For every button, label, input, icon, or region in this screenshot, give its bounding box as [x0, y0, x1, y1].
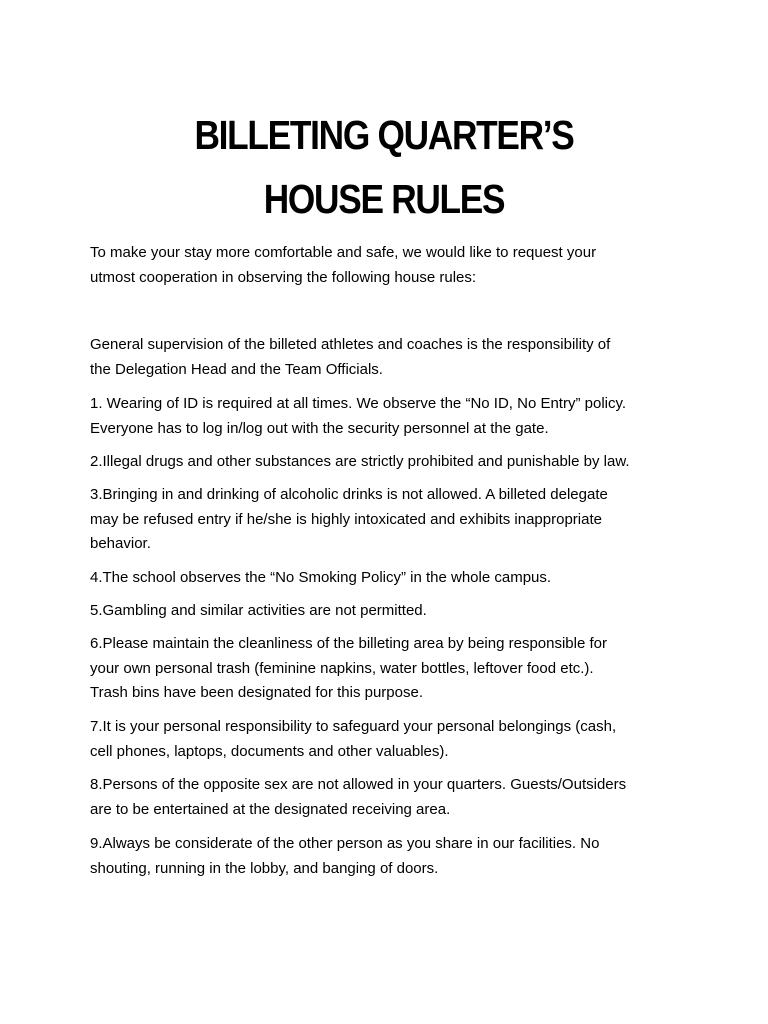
rule-line: are to be entertained at the designated receiving area.: [90, 800, 451, 818]
rule-item-2: [90, 450, 690, 475]
document-title-line-2: HOUSE RULES: [263, 176, 505, 222]
rule-line: 2.Illegal drugs and other substances are strictly prohibited and punishable by law.: [90, 453, 630, 470]
rule-item-6: [90, 632, 690, 706]
rule-item-8: [90, 773, 690, 822]
rule-item-1: [90, 392, 690, 441]
rule-line: 5.Gambling and similar activities are not permitted.: [90, 602, 427, 619]
rule-line: 3.Bringing in and drinking of alcoholic drinks is not allowed. A billeted delegate: [90, 486, 608, 503]
rule-line: 7.It is your personal responsibility to safeguard your personal belongings (cash,: [90, 718, 617, 735]
rule-line: 1. Wearing of ID is required at all times. We observe the “No ID, No Entry” policy.: [90, 395, 627, 412]
rule-line: shouting, running in the lobby, and banging of doors.: [90, 859, 439, 877]
rule-line: your own personal trash (feminine napkins, water bottles, leftover food etc.).: [90, 659, 594, 677]
rule-line: cell phones, laptops, documents and other valuables).: [90, 742, 449, 760]
rule-line: 9.Always be considerate of the other person as you share in our facilities. No: [90, 835, 600, 852]
intro-line: utmost cooperation in observing the following house rules:: [90, 268, 477, 286]
rule-item-7: [90, 715, 690, 764]
rule-line: 6.Please maintain the cleanliness of the billeting area by being responsible for: [90, 635, 607, 652]
rule-line: behavior.: [90, 535, 151, 552]
intro-paragraph: [90, 241, 690, 290]
rule-line: Trash bins have been designated for this purpose.: [90, 684, 423, 701]
supervision-line: General supervision of the billeted athletes and coaches is the responsibility of: [90, 336, 611, 353]
rule-line: Everyone has to log in/log out with the security personnel at the gate.: [90, 419, 549, 437]
rule-item-4: [90, 566, 690, 591]
supervision-paragraph: [90, 333, 690, 382]
rule-line: may be refused entry if he/she is highly intoxicated and exhibits inappropriate: [90, 510, 602, 528]
rule-line: 4.The school observes the “No Smoking Policy” in the whole campus.: [90, 569, 552, 586]
intro-line: To make your stay more comfortable and safe, we would like to request your: [90, 244, 597, 261]
rule-line: 8.Persons of the opposite sex are not allowed in your quarters. Guests/Outsiders: [90, 776, 627, 793]
rule-item-3: [90, 483, 690, 557]
rule-item-9: [90, 832, 690, 881]
supervision-line: the Delegation Head and the Team Officials.: [90, 360, 383, 378]
document-title-line-1: BILLETING QUARTER’S: [194, 112, 574, 158]
rule-item-5: [90, 599, 690, 624]
